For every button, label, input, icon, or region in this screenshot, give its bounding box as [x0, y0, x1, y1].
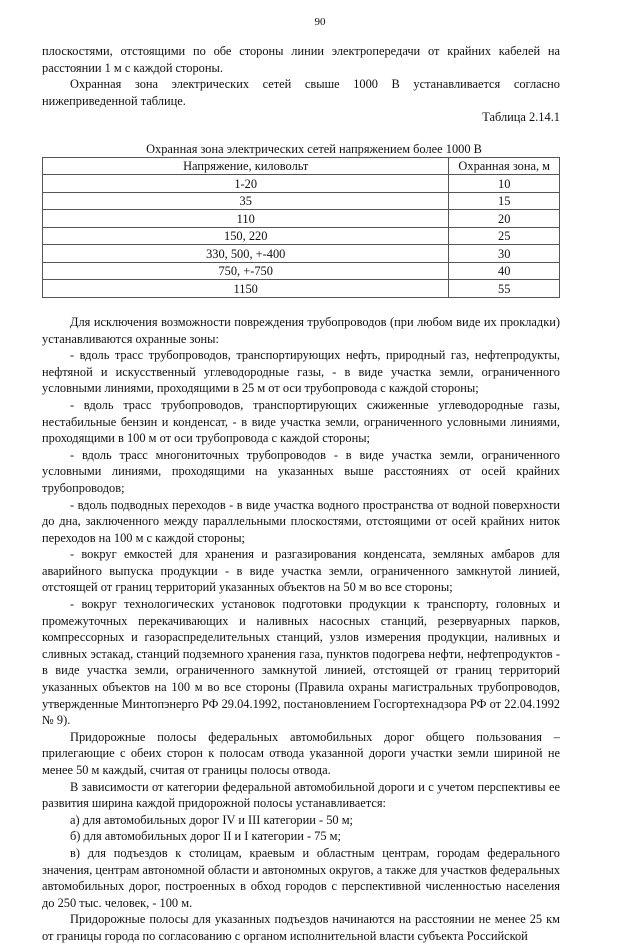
paragraph-pipeline-underwater: - вдоль подводных переходов - в виде участка водного пространства от водной поверхности до дна, заключенного между параллельными плоскостями, отстоящими от осей крайних ниток переходов на 100 м с каждой стороны; — [42, 497, 560, 545]
table-row — [43, 245, 560, 263]
header-voltage: Напряжение, киловольт — [43, 157, 449, 175]
cell-voltage: 1-20 — [43, 175, 449, 193]
page-number: 90 — [314, 16, 326, 28]
paragraph-road-category: В зависимости от категории федеральной автомобильной дороги и с учетом перспективы ее развития ширина каждой придорожной полосы устанавливается: — [42, 779, 560, 811]
table-row — [43, 192, 560, 210]
paragraph-pipeline-multi: - вдоль трасс многониточных трубопроводов - в виде участка земли, ограниченного условными линиями, проходящими на указанных выше расстояниях от осей крайних трубопроводов; — [42, 447, 560, 495]
cell-voltage: 1150 — [43, 280, 449, 298]
paragraph-pipeline-oil-gas: - вдоль трасс трубопроводов, транспортирующих нефть, природный газ, нефтепродукты, нефтяной и искусственный углеводородные газы, - в виде участка земли, ограниченного условными линиями, проходящими в 25 м от оси трубопровода с каждой стороны; — [42, 348, 560, 396]
cell-zone: 30 — [449, 245, 560, 263]
cell-voltage: 35 — [43, 192, 449, 210]
paragraph-roadside-strips: Придорожные полосы федеральных автомобильных дорог общего пользования – прилегающие с обеих сторон к полосам отвода указанной дороги участки земли шириной не менее 50 м каждый, считая от границы полосы отвода. — [42, 729, 560, 777]
paragraph-pipeline-intro: Для исключения возможности повреждения трубопроводов (при любом виде их прокладки) устанавливаются охранные зоны: — [42, 314, 560, 346]
paragraph-table-intro: Охранная зона электрических сетей свыше 1000 В устанавливается согласно нижеприведенной таблице. — [42, 77, 560, 108]
table-row — [43, 175, 560, 193]
paragraph-pipeline-lpg: - вдоль трасс трубопроводов, транспортирующих сжиженные углеводородные газы, нестабильные бензин и конденсат, - в виде участка земли, ограниченного условными линиями, проходящими в 100 м от оси трубопровода с каждой стороны; — [42, 397, 560, 446]
table-row — [43, 227, 560, 245]
table-row — [43, 210, 560, 228]
table-caption: Охранная зона электрических сетей напряжением более 1000 В — [146, 141, 482, 156]
cell-voltage: 110 — [43, 210, 449, 228]
table-row — [43, 262, 560, 280]
list-item-a: а) для автомобильных дорог IV и III категории - 50 м; — [70, 812, 353, 827]
paragraph-approaches: Придорожные полосы для указанных подъездов начинаются на расстоянии не менее 25 км от границы города по согласованию с органом исполнительной власти субъекта Российской — [42, 912, 560, 943]
protection-zone-table — [42, 157, 560, 298]
cell-voltage: 150, 220 — [43, 227, 449, 245]
paragraph-continuation: плоскостями, отстоящими по обе стороны линии электропередачи от крайних кабелей на расстоянии 1 м с каждой стороны. — [42, 44, 560, 75]
cell-zone: 10 — [449, 175, 560, 193]
paragraph-pipeline-tanks: - вокруг емкостей для хранения и разгазирования конденсата, земляных амбаров для аварийного выпуска продукции - в виде участка земли, ограниченного замкнутой линией, отстоящей от границ территорий указанных объектов на 50 м во все стороны; — [42, 547, 560, 595]
table-label: Таблица 2.14.1 — [482, 110, 560, 125]
cell-voltage: 750, +-750 — [43, 262, 449, 280]
cell-zone: 55 — [449, 280, 560, 298]
cell-zone: 20 — [449, 210, 560, 228]
list-item-b: б) для автомобильных дорог II и I категории - 75 м; — [70, 829, 341, 844]
page-content — [42, 43, 560, 945]
cell-zone: 40 — [449, 262, 560, 280]
list-item-c: в) для подъездов к столицам, краевым и областным центрам, городам федерального значения, центрам автономной области и автономных округов, а также для участков федеральных автомобильных дорог, построенных в обход городов с перспективной численностью населения до 250 тыс. человек, - 100 м. — [42, 845, 561, 910]
paragraph-pipeline-facilities: - вокруг технологических установок подготовки продукции к транспорту, головных и промежуточных перекачивающих и наливных насосных станций, резервуарных парков, компрессорных и газораспределительных станций, узлов измерения продукции, наливных и сливных эстакад, станций подземного хранения газа, пунктов подогрева нефти, нефтепродуктов - в виде участка земли, ограниченного замкнутой линией, отстоящей от границ территорий указанных объектов на 100 м во все стороны (Правила охраны магистральных трубопроводов, утвержденные Минтопэнерго РФ 29.04.1992, постановлением Госгортехнадзора РФ от 22.04.1992 № 9). — [42, 597, 560, 728]
cell-zone: 15 — [449, 192, 560, 210]
table-row — [43, 280, 560, 298]
cell-zone: 25 — [449, 227, 560, 245]
table-header-row — [43, 157, 560, 175]
header-zone: Охранная зона, м — [449, 157, 560, 175]
cell-voltage: 330, 500, +-400 — [43, 245, 449, 263]
